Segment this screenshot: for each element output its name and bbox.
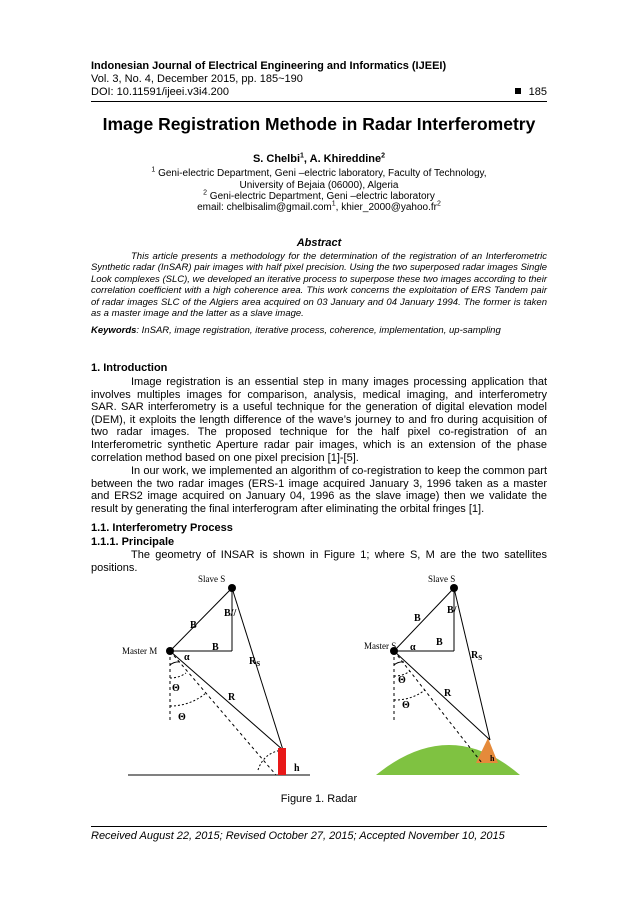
affiliation-1-line-1 <box>60 168 578 179</box>
journal-volume: Vol. 3, No. 4, December 2015, pp. 185~190 <box>91 73 303 85</box>
right-label-alpha: α <box>410 642 416 653</box>
right-diagram <box>364 574 520 775</box>
left-label-b-par: B// <box>224 608 237 619</box>
right-alpha-arc <box>394 662 404 665</box>
intro-paragraph-1: Image registration is an essential step in many images processing application that involves multiples images for comparison, analysis, medical imaging, and interferometry SAR. SAR interferometry is a useful technique for the generation of digital elevation model (DEM), it exploits the length difference of the wave’s journey to and fro during acquisition of two radar images. The proposed technique for the half pixel co-registration of an Interferometric synthetic Aperture radar pair images, which is an extension of the phase correlation method based on one pixel precision [1]-[5]. <box>91 376 547 464</box>
keywords <box>91 325 547 336</box>
author-2-sup: 2 <box>381 152 386 160</box>
subsection-heading: 1.1. Interferometry Process <box>91 522 233 534</box>
author-1: S. Chelbi <box>252 153 300 165</box>
right-label-b: B <box>436 637 443 648</box>
email-1-sup: 1 <box>331 200 336 208</box>
left-slant-rs <box>232 588 283 750</box>
principale-paragraph: The geometry of INSAR is shown in Figure 1; where S, M are the two satellites positions. <box>91 549 547 574</box>
intro-paragraph-2: In our work, we implemented an algorithm of co-registration to keep the common part between the two radar images (ERS-1 image acquired January 3, 1996 taken as a master and ERS2 image acquired on January 04, 1996 as the slave image) then we validate the result by generating the final interferogram after eliminating the orbital fringes [1]. <box>91 465 547 515</box>
author-2: A. Khireddine <box>309 153 382 165</box>
footer-rule <box>91 826 547 827</box>
right-slave-label: Slave S <box>428 574 456 584</box>
right-theta2-arc <box>394 690 425 700</box>
right-label-b-perp: B <box>414 613 421 624</box>
abstract-heading: Abstract <box>296 237 342 249</box>
right-baseline-b <box>394 588 454 651</box>
right-label-theta1: Θ <box>398 675 406 686</box>
left-label-alpha: α <box>184 652 190 663</box>
aff1-sup: 1 <box>151 166 156 174</box>
radar-geometry-figure <box>0 570 638 790</box>
aff2-sup: 2 <box>203 189 208 197</box>
author-1-sup: 1 <box>300 152 304 160</box>
left-slave-label: Slave S <box>198 574 226 584</box>
aff2-text: Geni-electric Department, Geni –electric laboratory <box>209 191 435 202</box>
doi: DOI: 10.11591/ijeei.v3i4.200 <box>91 86 229 98</box>
left-label-b: B <box>212 642 219 653</box>
email-line <box>60 202 578 213</box>
left-label-h: h <box>294 763 300 774</box>
abstract-text: This article presents a methodology for the determination of the registration of an Interferometric Synthetic radar (InSAR) pair images with half pixel precision. Using the two superposed radar images Single Look complexes (SLC), we developed an iterative process to superpose these two images according to their correlation coefficient with a high coherence area. This work concerns the exploitation of ERS Tandem pair of radar images SLC of the Algiers area acquired on 03 January and 04 January 1994. The former is taken as a master image and the latter as a slave image. <box>91 251 547 320</box>
keywords-label: Keywords <box>91 325 137 336</box>
email-1: email: chelbisalim@gmail.com <box>197 202 332 213</box>
left-ground-dashed <box>170 651 276 775</box>
affiliation-2 <box>60 191 578 202</box>
received-dates: Received August 22, 2015; Revised October 27, 2015; Accepted November 10, 2015 <box>91 830 505 842</box>
right-slant-rs <box>454 588 490 740</box>
right-slant-r <box>394 651 490 740</box>
email-2-sup: 2 <box>436 200 441 208</box>
left-alpha-arc <box>170 662 180 665</box>
keywords-text: : InSAR, image registration, iterative process, coherence, implementation, up-sampling <box>136 325 501 336</box>
email-2: , khier_2000@yahoo.fr <box>335 202 437 213</box>
left-baseline-b <box>170 588 232 651</box>
left-label-theta1: Θ <box>172 683 180 694</box>
right-master-label: Master S <box>364 641 397 651</box>
right-label-r: R <box>444 688 452 699</box>
right-label-theta2: Θ <box>402 700 410 711</box>
journal-name: Indonesian Journal of Electrical Engineering and Informatics (IJEEI) <box>91 60 447 72</box>
aff1-text: Geni-electric Department, Geni –electric laboratory, Faculty of Technology, <box>158 168 487 179</box>
left-label-r: R <box>228 692 236 703</box>
left-master-label: Master M <box>122 646 158 656</box>
left-diagram <box>122 574 310 775</box>
right-ground-hill <box>376 745 520 775</box>
left-slant-r <box>170 651 283 750</box>
left-building <box>278 748 286 775</box>
square-bullet-icon <box>515 88 521 94</box>
header-rule <box>91 101 547 102</box>
page-number <box>515 86 547 98</box>
subsubsection-heading: 1.1.1. Principale <box>91 536 175 548</box>
figure-caption: Figure 1. Radar <box>280 793 358 805</box>
left-label-rs: $R_S$ <box>249 656 261 668</box>
left-label-b-perp: B <box>190 620 197 631</box>
left-theta2-arc <box>170 693 206 706</box>
author-separator: , <box>303 153 310 165</box>
page-number-text: 185 <box>528 86 547 98</box>
affiliation-1-line-2: University of Bejaia (06000), Algeria <box>239 180 399 191</box>
right-label-rs: $R_S$ <box>471 650 483 662</box>
left-label-theta2: Θ <box>178 712 186 723</box>
right-label-b-par: B/ <box>447 605 457 616</box>
paper-title: Image Registration Methode in Radar Interferometry <box>102 114 536 134</box>
authors <box>60 153 578 165</box>
right-label-h: h <box>490 754 495 763</box>
left-theta1-arc <box>170 673 186 678</box>
section-heading-introduction: 1. Introduction <box>91 362 168 374</box>
